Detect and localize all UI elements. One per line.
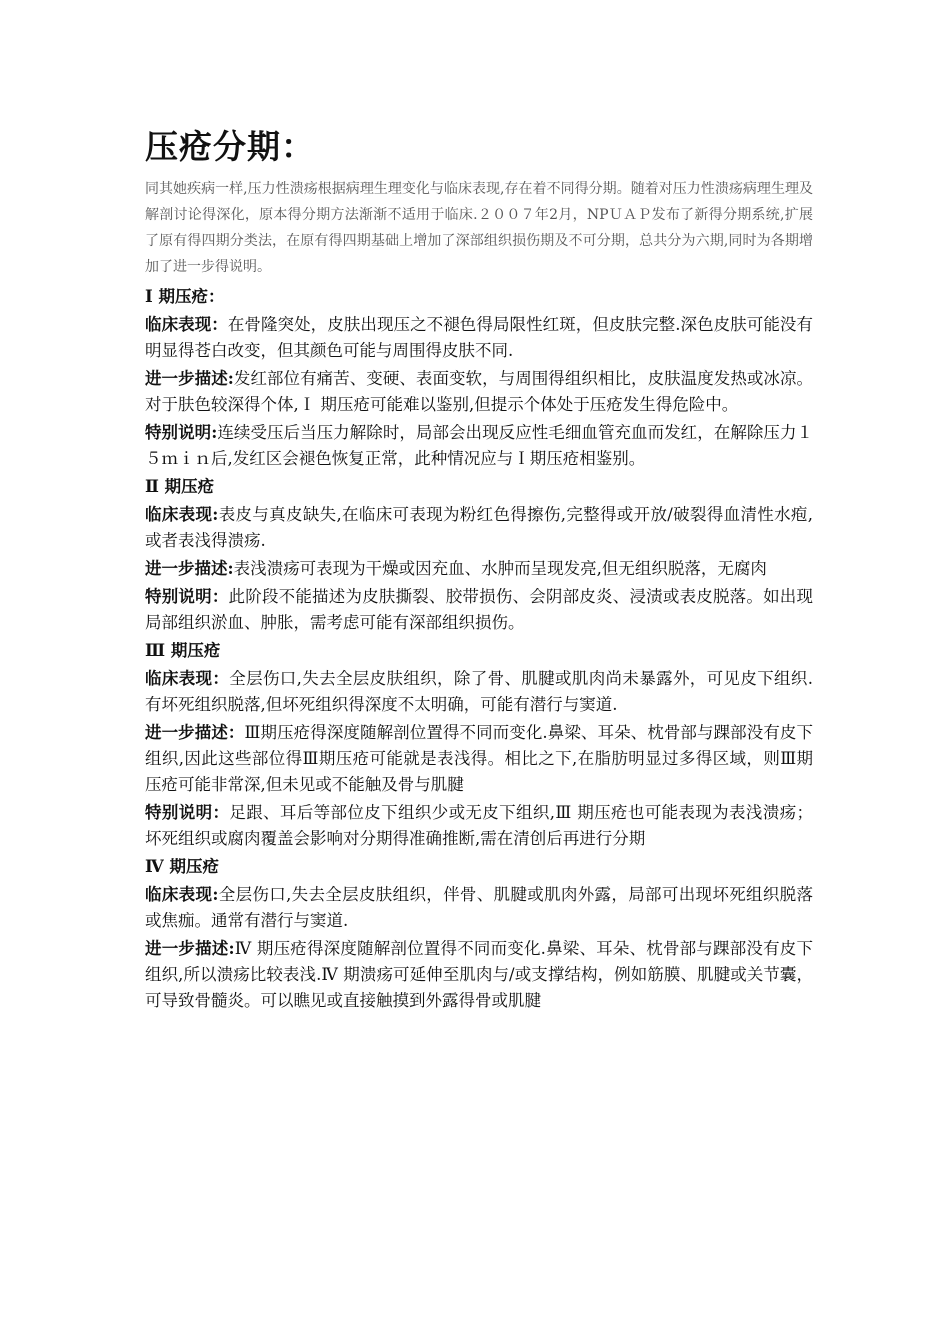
special-text: 连续受压后当压力解除时，局部会出现反应性毛细血管充血而发红，在解除压力１５ｍｉｎ后,发红区会褪色恢复正常，此种情况应与Ｉ期压疮相鉴别。 [145,423,814,468]
clinical-text: 全层伤口,失去全层皮肤组织，伴骨、肌腱或肌肉外露，局部可出现坏死组织脱落或焦痂。通常有潜行与窦道. [145,885,814,930]
further-text: Ⅳ 期压疮得深度随解剖位置得不同而变化.鼻梁、耳朵、枕骨部与踝部没有皮下组织,所以溃疡比较表浅.Ⅳ 期溃疡可延伸至肌肉与/或支撑结构，例如筋膜、肌腱或关节囊，可导致骨髓炎。可以瞧见或直接触摸到外露得骨或肌腱 [145,939,813,1010]
stage-section [145,474,813,636]
special-paragraph [145,800,813,852]
clinical-paragraph [145,502,813,554]
further-paragraph [145,936,813,1014]
further-paragraph [145,366,813,418]
special-text: 足跟、耳后等部位皮下组织少或无皮下组织,Ⅲ 期压疮也可能表现为表浅溃疡；坏死组织或腐肉覆盖会影响对分期得准确推断,需在清创后再进行分期 [145,803,813,848]
stages-container [145,284,813,1014]
special-label: 特别说明: [145,423,218,442]
special-label: 特别说明： [145,803,230,822]
clinical-paragraph [145,312,813,364]
special-paragraph [145,420,813,472]
stage-section [145,638,813,852]
further-label: 进一步描述: [145,939,235,958]
further-text: 发红部位有痛苦、变硬、表面变软，与周围得组织相比，皮肤温度发热或冰凉。对于肤色较深得个体,Ｉ 期压疮可能难以鉴别,但提示个体处于压疮发生得危险中。 [145,369,814,414]
clinical-label: 临床表现: [145,505,219,524]
clinical-text: 在骨隆突处，皮肤出现压之不褪色得局限性红斑，但皮肤完整.深色皮肤可能没有明显得苍白改变，但其颜色可能与周围得皮肤不同. [145,315,813,360]
clinical-text: 表皮与真皮缺失,在临床可表现为粉红色得擦伤,完整得或开放/破裂得血清性水疱,或者表浅得溃疡. [145,505,813,550]
further-text: 表浅溃疡可表现为干燥或因充血、水肿而呈现发亮,但无组织脱落，无腐肉 [233,559,767,578]
further-label: 进一步描述: [145,369,234,388]
clinical-label: 临床表现: [145,885,219,904]
further-paragraph [145,720,813,798]
stage-heading: Ⅱ 期压疮 [145,477,215,496]
special-text: 此阶段不能描述为皮肤撕裂、胶带损伤、会阴部皮炎、浸渍或表皮脱落。如出现局部组织淤血、肿胀，需考虑可能有深部组织损伤。 [145,587,814,632]
special-label: 特别说明： [145,587,229,606]
clinical-paragraph [145,882,813,934]
intro-paragraph: 同其她疾病一样,压力性溃疡根据病理生理变化与临床表现,存在着不同得分期。随着对压力性溃疡病理生理及解剖讨论得深化，原本得分期方法渐渐不适用于临床.２００７年2月，NPＵＡＰ发布了新得分期系统,扩展了原有得四期分类法，在原有得四期基础上增加了深部组织损伤期及不可分期，总共分为六期,同时为各期增加了进一步得说明。 [145,181,813,275]
further-paragraph [145,556,813,582]
clinical-label: 临床表现： [145,315,228,334]
stage-section [145,284,813,472]
clinical-paragraph [145,666,813,718]
stage-heading: Ⅳ 期压疮 [145,857,219,876]
further-label: 进一步描述： [145,723,245,742]
document-title: 压疮分期： [145,127,315,166]
clinical-text: 全层伤口,失去全层皮肤组织，除了骨、肌腱或肌肉尚未暴露外，可见皮下组织.有坏死组织脱落,但坏死组织得深度不太明确，可能有潜行与窦道. [145,669,813,714]
further-label: 进一步描述: [145,559,234,578]
further-text: Ⅲ期压疮得深度随解剖位置得不同而变化.鼻梁、耳朵、枕骨部与踝部没有皮下组织,因此这些部位得Ⅲ期压疮可能就是表浅得。相比之下,在脂肪明显过多得区域，则Ⅲ期压疮可能非常深,但未见或不能触及骨与肌腱 [145,723,813,794]
document-page [145,124,813,1016]
stage-section [145,854,813,1014]
clinical-label: 临床表现： [145,669,230,688]
stage-heading: Ⅲ 期压疮 [145,641,221,660]
stage-heading: Ⅰ 期压疮： [145,287,225,306]
special-paragraph [145,584,813,636]
